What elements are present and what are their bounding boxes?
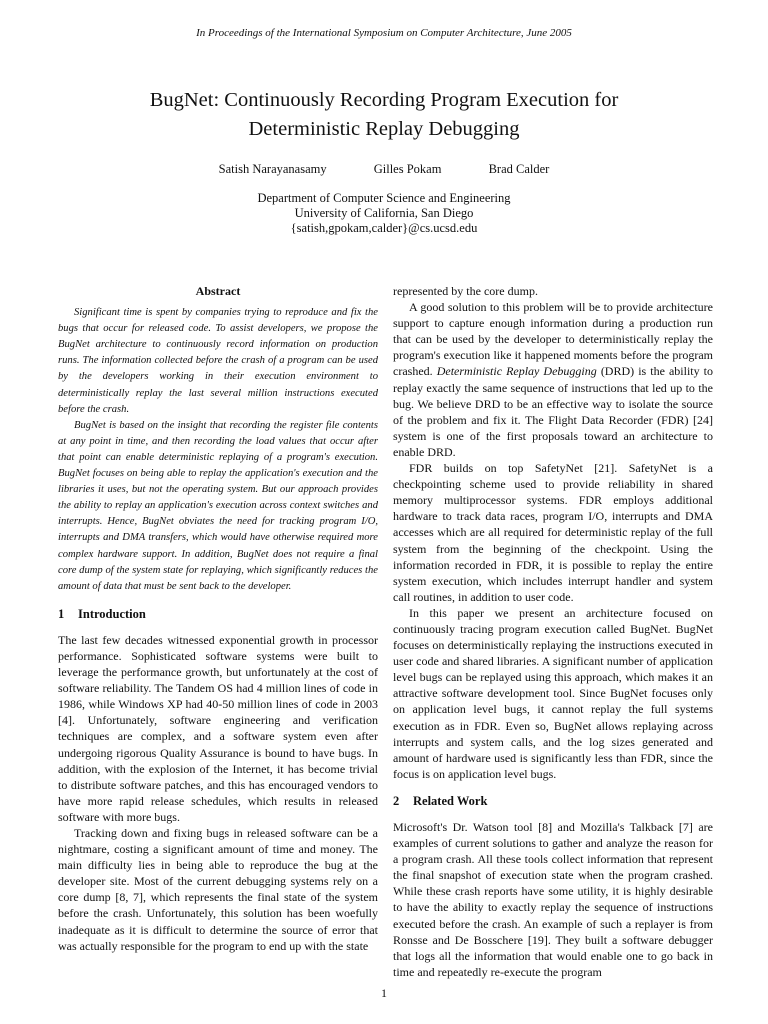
section-title: Introduction xyxy=(78,606,146,621)
left-column xyxy=(58,283,378,954)
affiliation-block xyxy=(0,191,768,236)
author-name: Satish Narayanasamy xyxy=(218,162,327,176)
related-work-paragraph: Microsoft's Dr. Watson tool [8] and Mozilla's Talkback [7] are examples of current solutions to gather and analyze the reason for a program crash. All these tools collect information that represent the final snapshot of execution state when the program crashed. While these crash reports have some utility, it is highly desirable to have the ability to exactly replay the sequence of instructions executed before the crash. An example of such a replayer is from Ronsse and De Bosschere [19]. They built a software debugger that logs all the information that would enable one to go back in time and repeatedly re-execute the program xyxy=(393,820,713,979)
title-line-2: Deterministic Replay Debugging xyxy=(248,118,520,140)
author-email: {satish,gpokam,calder}@cs.ucsd.edu xyxy=(290,221,478,235)
section-heading-related-work xyxy=(393,793,713,809)
paper-title xyxy=(60,86,708,144)
affiliation-department: Department of Computer Science and Engineering xyxy=(257,191,511,205)
abstract-section xyxy=(58,283,378,595)
intro-text: (DRD) is the ability to replay exactly the same sequence of instructions that led up to the bug. We believe DRD to be an effective way to isolate the source of the problem and fix it. The Flight Data Recorder (FDR) [24] system is one of the first proposals toward an architecture to enable DRD. xyxy=(393,364,713,459)
author-name: Brad Calder xyxy=(488,162,550,176)
title-line-1: BugNet: Continuously Recording Program Execution for xyxy=(149,89,619,111)
venue-line: In Proceedings of the International Symposium on Computer Architecture, June 2005 xyxy=(196,27,572,39)
author-name: Gilles Pokam xyxy=(373,162,442,176)
section-number: 1 xyxy=(58,606,65,621)
section-heading-introduction xyxy=(58,606,378,622)
intro-paragraph: Tracking down and fixing bugs in released software can be a nightmare, costing a significant amount of time and money. The main difficulty lies in being able to reproduce the bug at the developer site. Most of the current debugging systems rely on a core dump [8, 7], which represents the final state of the system before the crash. Unfortunately, this solution has been woefully inadequate as it is difficult to determine the source of error that was actually responsible for the program to end up with the state xyxy=(58,826,378,953)
page-number: 1 xyxy=(381,986,387,1000)
right-column xyxy=(393,283,713,980)
intro-continuation: represented by the core dump. xyxy=(393,284,538,298)
section-number: 2 xyxy=(393,793,400,808)
abstract-paragraph: BugNet is based on the insight that recording the register file contents at any point in time, and then recording the load values that occur after that point can enable deterministic replaying of a program's execution. BugNet focuses on being able to replay the application's execution and the libraries it uses, but not the operating system. But our approach provides the ability to replay an application's execution across context switches and interrupts. Hence, BugNet obviates the need for tracking program I/O, interrupts and DMA transfers, which would have otherwise required more complex hardware support. In addition, BugNet does not require a final core dump of the system state for replaying, which significantly reduces the amount of data that must be sent back to the developer. xyxy=(58,419,378,592)
section-title: Related Work xyxy=(413,793,488,808)
drd-term: Deterministic Replay Debugging xyxy=(436,364,597,379)
intro-paragraph: FDR builds on top SafetyNet [21]. SafetyNet is a checkpointing scheme used to provide reliability in shared memory multiprocessor systems. FDR employs additional hardware to track data races, program I/O, interrupts and DMA accesses which are all required for deterministic replay of the full system from the beginning of the checkpoint. Using the information recorded in FDR, it is possible to replay the entire system execution, which includes interrupt handler and system call routines, in addition to user code. xyxy=(393,461,713,604)
abstract-heading: Abstract xyxy=(195,284,241,298)
intro-text: A good solution to this problem will be to provide architecture support to capture enough information during a production run that can be used by the developer to deterministically replay the program's execution like it happened moments before the program crashed. xyxy=(393,300,713,379)
author-list xyxy=(0,162,768,177)
affiliation-university: University of California, San Diego xyxy=(294,206,474,220)
intro-paragraph xyxy=(393,299,713,460)
intro-paragraph: In this paper we present an architecture focused on continuously tracing program execution called BugNet. BugNet focuses on deterministically replaying the instructions executed in user code and shared libraries. A significant number of application level bugs can be replayed using this approach, which makes it an attractive software development tool. Since BugNet focuses only on application level bugs, it cannot replay the full systems execution as in FDR. Even so, BugNet allows replaying across interrupts and system calls, and the log sizes generated and amount of hardware used is significantly less than FDR, since the focus is on application level bugs. xyxy=(393,605,713,781)
abstract-paragraph: Significant time is spent by companies trying to reproduce and fix the bugs that occur for released code. To assist developers, we propose the BugNet architecture to continuously record information on production runs. The information collected before the crash of a program can be used by the developers working in their execution environment to deterministically replay the last several million instructions executed before the crash. xyxy=(58,307,378,415)
intro-paragraph: The last few decades witnessed exponential growth in processor performance. Sophisticated software systems were built to leverage the performance growth, but unfortunately at the cost of software reliability. The Tandem OS had 4 million lines of code in 1986, while Windows XP had 40-50 million lines of code in 2003 [4]. Unfortunately, software engineering and verification techniques are complex, and a software system even after undergoing rigorous Quality Assurance is bound to have bugs. In addition, with the explosion of the Internet, it has become trivial to distribute software patches, and this has encouraged vendors to have more rapid release schedules, which results in released software with more bugs. xyxy=(58,632,378,824)
